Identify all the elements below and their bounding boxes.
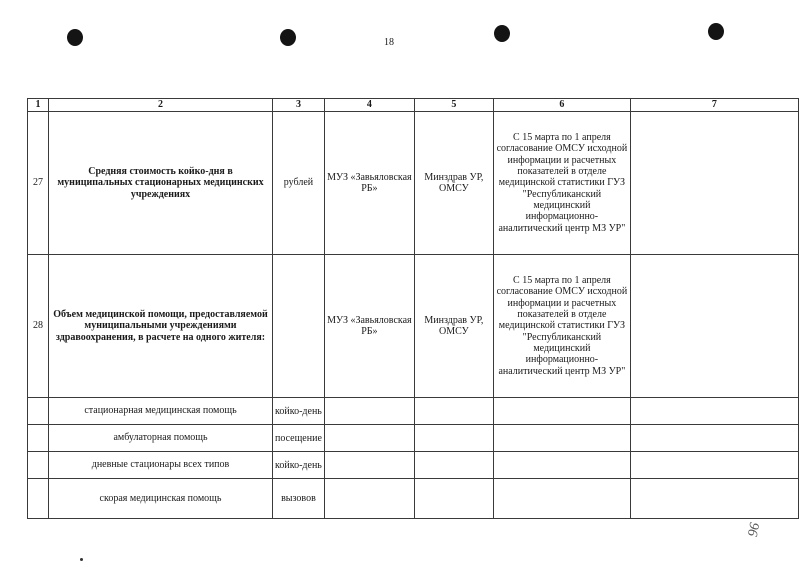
table-subrow <box>28 425 799 452</box>
indicator-name: Объем медицинской помощи, предоставляемой муниципальными учреждениями здравоохранения, в расчете на одного жителя: <box>49 255 273 398</box>
empty-cell <box>414 479 493 519</box>
subindicator-name: скорая медицинская помощь <box>49 479 273 519</box>
table-subrow <box>28 452 799 479</box>
empty-cell <box>324 425 414 452</box>
subindicator-name: амбулаторная помощь <box>49 425 273 452</box>
source-cell: МУЗ «Завьяловская РБ» <box>324 255 414 398</box>
empty-cell <box>414 425 493 452</box>
unit-cell: койко-день <box>273 398 325 425</box>
empty-cell <box>630 398 798 425</box>
header-cell: 1 <box>28 99 49 112</box>
empty-cell <box>630 479 798 519</box>
empty-cell <box>630 425 798 452</box>
empty-cell <box>324 398 414 425</box>
indicators-table <box>27 98 799 519</box>
empty-cell <box>493 479 630 519</box>
punch-hole <box>67 29 83 46</box>
empty-cell <box>324 479 414 519</box>
unit-cell: вызовов <box>273 479 325 519</box>
empty-cell <box>28 425 49 452</box>
empty-cell <box>630 452 798 479</box>
empty-cell <box>324 452 414 479</box>
header-cell: 4 <box>324 99 414 112</box>
terms-cell: С 15 марта по 1 апреля согласование ОМСУ исходной информации и расчетных показателей в отделе медицинской статистики ГУЗ "Республиканский медицинский информационно-аналитический центр МЗ УР" <box>493 255 630 398</box>
punch-hole <box>708 23 724 40</box>
subindicator-name: дневные стационары всех типов <box>49 452 273 479</box>
unit-cell: посещение <box>273 425 325 452</box>
empty-cell <box>414 452 493 479</box>
empty-cell <box>28 479 49 519</box>
note-cell <box>630 112 798 255</box>
note-cell <box>630 255 798 398</box>
empty-cell <box>28 452 49 479</box>
header-cell: 6 <box>493 99 630 112</box>
empty-cell <box>493 398 630 425</box>
responsible-cell: Минздрав УР, ОМСУ <box>414 255 493 398</box>
empty-cell <box>28 398 49 425</box>
header-cell: 2 <box>49 99 273 112</box>
table-row <box>28 255 799 398</box>
handwritten-page-mark: 96 <box>745 521 764 539</box>
header-cell: 7 <box>630 99 798 112</box>
page-number: 18 <box>384 37 394 48</box>
row-number: 28 <box>28 255 49 398</box>
table-subrow <box>28 398 799 425</box>
header-row <box>28 99 799 112</box>
subindicator-name: стационарная медицинская помощь <box>49 398 273 425</box>
indicator-name: Средняя стоимость койко-дня в муниципальных стационарных медицинских учреждениях <box>49 112 273 255</box>
row-number: 27 <box>28 112 49 255</box>
header-cell: 3 <box>273 99 325 112</box>
table-subrow <box>28 479 799 519</box>
terms-cell: С 15 марта по 1 апреля согласование ОМСУ исходной информации и расчетных показателей в отделе медицинской статистики ГУЗ "Республиканский медицинский информационно-аналитический центр МЗ УР" <box>493 112 630 255</box>
unit-cell: койко-день <box>273 452 325 479</box>
table-row <box>28 112 799 255</box>
punch-hole <box>280 29 296 46</box>
header-cell: 5 <box>414 99 493 112</box>
responsible-cell: Минздрав УР, ОМСУ <box>414 112 493 255</box>
empty-cell <box>493 425 630 452</box>
scan-speck <box>80 558 83 561</box>
empty-cell <box>493 452 630 479</box>
unit-cell <box>273 255 325 398</box>
empty-cell <box>414 398 493 425</box>
unit-cell: рублей <box>273 112 325 255</box>
punch-hole <box>494 25 510 42</box>
source-cell: МУЗ «Завьяловская РБ» <box>324 112 414 255</box>
